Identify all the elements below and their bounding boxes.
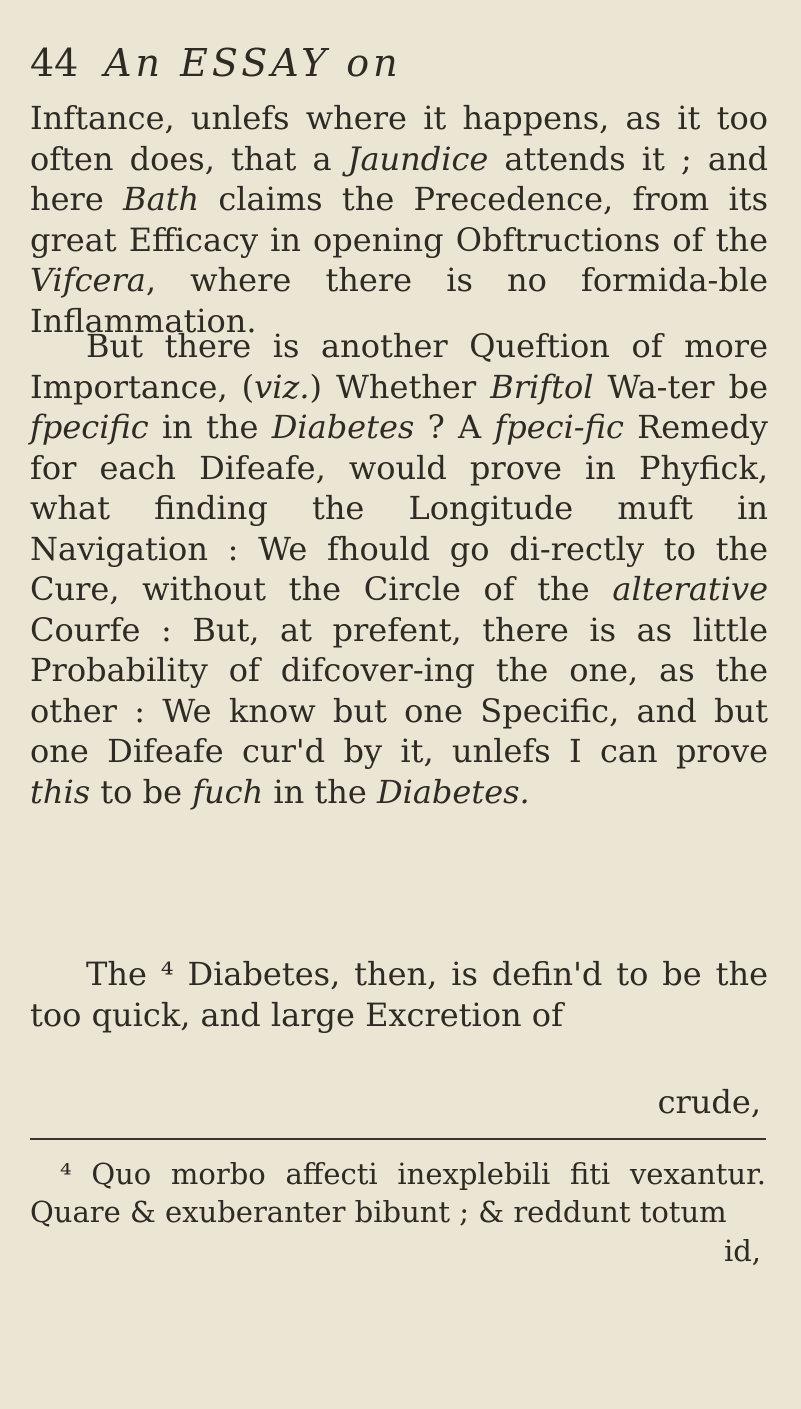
paragraph-3: [30, 954, 768, 1035]
italic-text-segment: Diabetes.: [376, 772, 530, 811]
text-segment: Inftance, unlefs where it happens, as it too often does, that a: [30, 99, 768, 178]
text-segment: ? A: [414, 408, 495, 446]
paragraph-2: [30, 326, 768, 812]
italic-text-segment: Vifcera: [30, 261, 146, 299]
text-segment: claims the Precedence, from its great Efficacy in opening Obftructions of the: [30, 180, 769, 259]
text-segment: Wa-ter be: [593, 367, 769, 406]
italic-text-segment: fpeci-fic: [494, 408, 624, 446]
italic-text-segment: Diabetes: [271, 408, 415, 446]
text-segment: Courfe : But, at prefent, there is as little Probability of difcover-ing the one, as the other : We know but one Specific, and but one Difeafe cur'd by it, unlefs I can prove: [30, 610, 768, 770]
footnote-rule: [30, 1138, 766, 1140]
page-number: 44: [30, 41, 79, 85]
running-head: An ESSAY on: [104, 41, 402, 85]
text-segment: in the: [263, 772, 377, 811]
text-segment: Remedy for each Difeafe, would prove in Phyfick, what finding the Longitude muft in Navigation : We fhould go di-rectly to the Cure, without the Circle of the: [30, 408, 769, 608]
text-segment: The ⁴ Diabetes, then, is defin'd to be the too quick, and large Excretion of: [30, 955, 768, 1034]
footnote: ⁴ Quo morbo affecti inexplebili fiti vexantur. Quare & exuberanter bibunt ; & reddunt totum: [30, 1157, 766, 1229]
page-header: [30, 30, 770, 96]
text-segment: in the: [148, 408, 272, 446]
italic-text-segment: alterative: [612, 570, 768, 608]
italic-text-segment: fpecific: [30, 408, 149, 446]
text-segment: ) Whether: [309, 367, 491, 406]
italic-text-segment: Bath: [123, 180, 200, 218]
italic-text-segment: fuch: [192, 772, 264, 811]
text-segment: But there is another Queftion of more Importance, (: [30, 327, 768, 406]
italic-text-segment: viz.: [254, 367, 310, 406]
italic-text-segment: this: [30, 772, 91, 811]
catchword-footnote: id,: [723, 1234, 761, 1268]
paragraph-1: [30, 98, 768, 341]
text-segment: attends it ; and here: [30, 139, 768, 218]
catchword-main: crude,: [657, 1083, 761, 1121]
text-segment: to be: [90, 772, 193, 811]
italic-text-segment: Briftol: [490, 367, 594, 406]
italic-text-segment: Jaundice: [347, 139, 489, 178]
text-segment: , where there is no formida-ble Inflammation.: [30, 261, 768, 340]
